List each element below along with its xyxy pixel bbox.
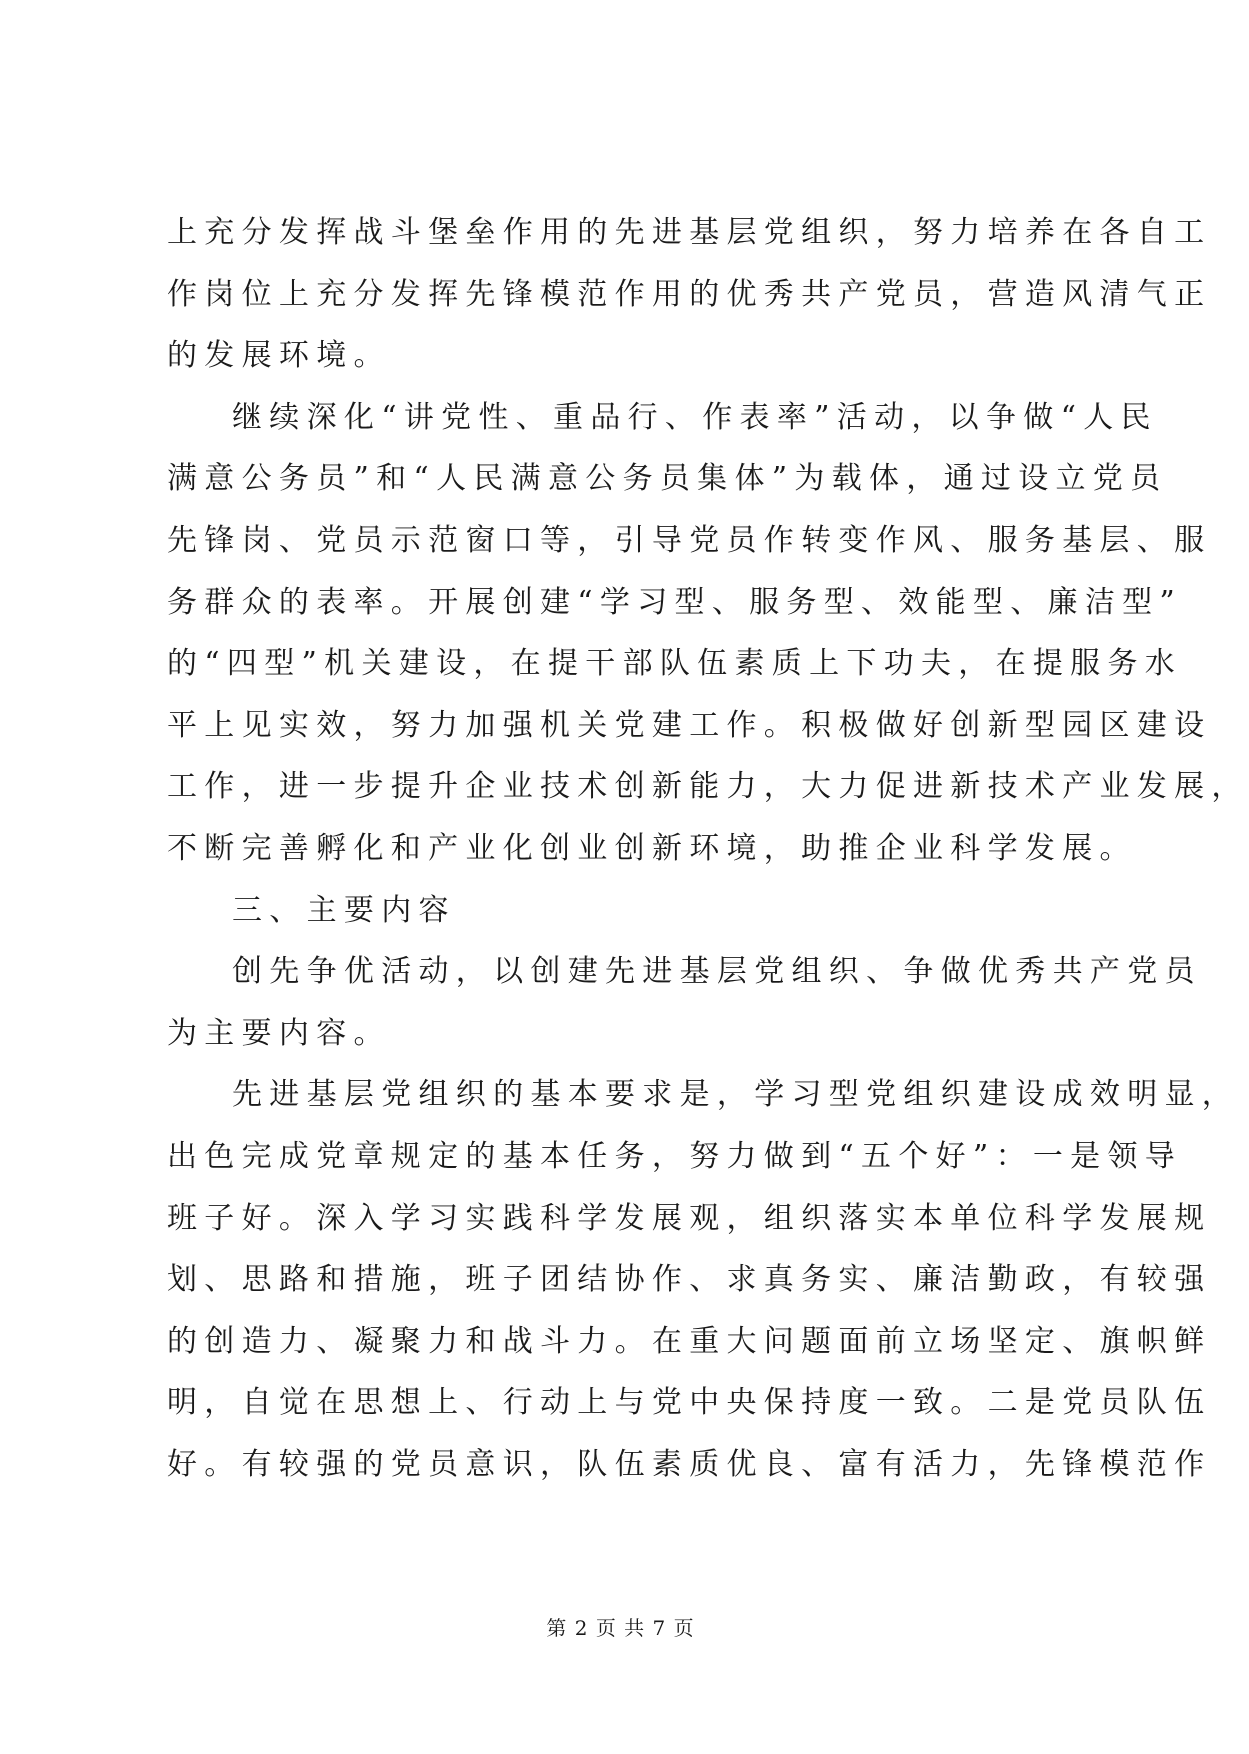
text-line: 的发展环境。 — [167, 338, 391, 374]
text-line: 作岗位上充分发挥先锋模范作用的优秀共产党员，营造风清气正 — [167, 276, 1212, 312]
text-line: 三、主要内容 — [232, 892, 456, 928]
text-line: 工作，进一步提升企业技术创新能力，大力促进新技术产业发展， — [167, 769, 1249, 805]
text-line: 班子好。深入学习实践科学发展观，组织落实本单位科学发展规 — [167, 1200, 1212, 1236]
text-line: 务群众的表率。开展创建“学习型、服务型、效能型、廉洁型” — [167, 584, 1183, 620]
text-line: 划、思路和措施，班子团结协作、求真务实、廉洁勤政，有较强 — [167, 1262, 1212, 1298]
text-line: 的创造力、凝聚力和战斗力。在重大问题面前立场坚定、旗帜鲜 — [167, 1323, 1212, 1359]
text-line: 好。有较强的党员意识，队伍素质优良、富有活力，先锋模范作 — [167, 1446, 1212, 1482]
text-line: 继续深化“讲党性、重品行、作表率”活动，以争做“人民 — [232, 399, 1158, 435]
text-line: 先进基层党组织的基本要求是，学习型党组织建设成效明显， — [232, 1077, 1240, 1113]
text-line: 先锋岗、党员示范窗口等，引导党员作转变作风、服务基层、服 — [167, 522, 1212, 558]
text-line: 满意公务员”和“人民满意公务员集体”为载体，通过设立党员 — [167, 461, 1168, 497]
text-line: 为主要内容。 — [167, 1015, 391, 1051]
document-body — [167, 202, 1249, 1495]
text-line: 明，自觉在思想上、行动上与党中央保持度一致。二是党员队伍 — [167, 1385, 1212, 1421]
text-line: 上充分发挥战斗堡垒作用的先进基层党组织，努力培养在各自工 — [167, 215, 1212, 250]
text-line: 出色完成党章规定的基本任务，努力做到“五个好”：一是领导 — [167, 1138, 1183, 1174]
text-line: 创先争优活动，以创建先进基层党组织、争做优秀共产党员 — [232, 954, 1202, 990]
page-footer: 第 2 页 共 7 页 — [546, 1616, 695, 1640]
text-line: 不断完善孵化和产业化创业创新环境，助推企业科学发展。 — [167, 830, 1137, 866]
text-line: 平上见实效，努力加强机关党建工作。积极做好创新型园区建设 — [167, 707, 1212, 743]
text-line: 的“四型”机关建设，在提干部队伍素质上下功夫，在提服务水 — [167, 646, 1183, 682]
